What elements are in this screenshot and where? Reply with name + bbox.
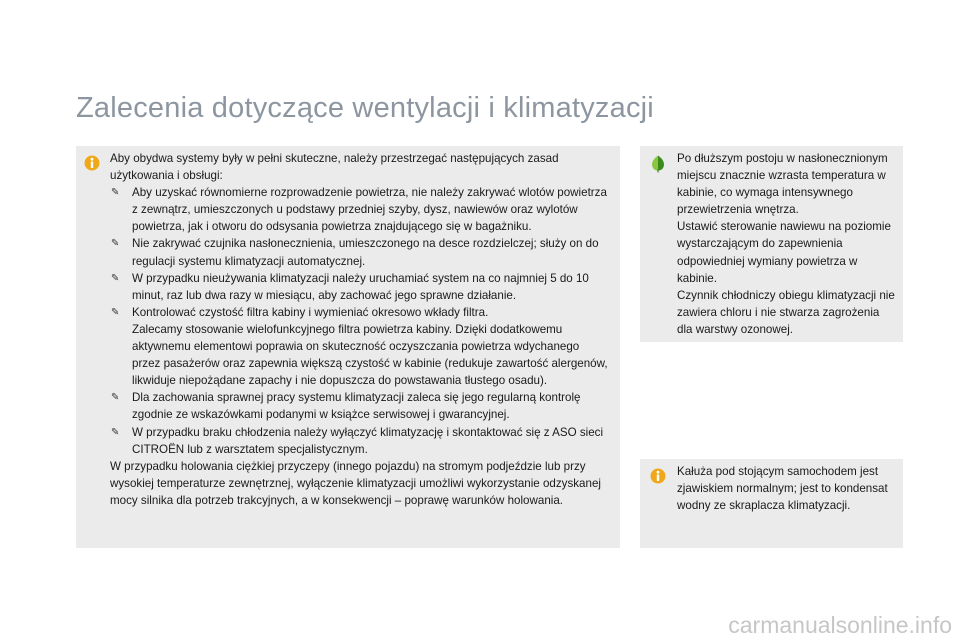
list-item-text: Nie zakrywać czujnika nasłonecznienia, umieszczonego na desce rozdzielczej; służy on do regulacji systemu klimatyzacji automatycznej. <box>132 237 599 268</box>
towing-note: W przypadku holowania ciężkiej przyczepy (innego pojazdu) na stromym podjeździe lub przy wysokiej temperaturze zewnętrznej, wyłączenie klimatyzacji umożliwi wykorzystanie odzyskanej mocy silnika dla potrzeb trakcyjnych, a w konsekwencji – poprawę warunków holowania. <box>110 459 601 507</box>
list-item <box>110 304 610 389</box>
leaf-icon <box>650 155 666 173</box>
eco-text-line: Po dłuższym postoju w nasłonecznionym miejscu znacznie wzrasta temperatura w kabinie, co wymaga intensywnego przewietrzenia wnętrza. <box>677 152 888 217</box>
list-item-text: Kontrolować czystość filtra kabiny i wymieniać okresowo wkłady filtra. <box>132 305 489 319</box>
list-item <box>110 424 610 458</box>
list-item <box>110 184 610 235</box>
pencil-bullet-icon: ✎ <box>111 392 120 404</box>
list-item-detail: Zalecamy stosowanie wielofunkcyjnego filtra powietrza kabiny. Dzięki dodatkowemu aktywnemu elementowi poprawia on skuteczność oczyszczania powietrza wdychanego przez pasażerów oraz zapewnia większą czystość w kabinie (redukuje zawartość alergenów, likwiduje niepożądane zapachy i nie dopuszcza do powstawania tłustego osadu). <box>132 322 608 388</box>
page-title: Zalecenia dotyczące wentylacji i klimatyzacji <box>76 92 654 124</box>
list-item-text: Aby uzyskać równomierne rozprowadzenie powietrza, nie należy zakrywać wlotów powietrza z zewnątrz, umieszczonych u podstawy przedniej szyby, dysz, nawiewów oraz wylotów powietrza, jak i otworu do odsysania powietrza znajdującego się w bagażniku. <box>132 186 607 234</box>
list-item <box>110 389 610 423</box>
eco-text-line: Ustawić sterowanie nawiewu na poziomie wystarczającym do zapewnienia odpowiedniej wymiany powietrza w kabinie. <box>677 220 891 285</box>
watermark: carmanualsonline.info <box>728 612 952 638</box>
recommendations-box <box>76 146 620 548</box>
pencil-bullet-icon: ✎ <box>111 238 120 250</box>
list-item-text: W przypadku nieużywania klimatyzacji należy uruchamiać system na co najmniej 5 do 10 minut, raz lub dwa razy w miesiącu, aby zachować jego sprawne działanie. <box>132 271 589 302</box>
eco-box <box>640 146 903 342</box>
pencil-bullet-icon: ✎ <box>111 426 120 438</box>
condensation-tip-box <box>640 459 903 548</box>
info-icon <box>84 155 100 171</box>
intro-text: Aby obydwa systemy były w pełni skuteczne, należy przestrzegać następujących zasad użytkowania i obsługi: <box>110 152 559 183</box>
info-icon <box>650 468 666 484</box>
list-item <box>110 235 610 269</box>
pencil-bullet-icon: ✎ <box>111 272 120 284</box>
pencil-bullet-icon: ✎ <box>111 306 120 318</box>
condensation-tip-text: Kałuża pod stojącym samochodem jest zjawiskiem normalnym; jest to kondensat wodny ze skraplacza klimatyzacji. <box>677 465 888 513</box>
list-item-text: Dla zachowania sprawnej pracy systemu klimatyzacji zaleca się jego regularną kontrolę zgodnie ze wskazówkami podanymi w książce serwisowej i gwarancyjnej. <box>132 391 581 422</box>
pencil-bullet-icon: ✎ <box>111 187 120 199</box>
eco-text-line: Czynnik chłodniczy obiegu klimatyzacji nie zawiera chloru i nie stwarza zagrożenia dla warstwy ozonowej. <box>677 288 895 336</box>
recommendations-list <box>110 184 610 458</box>
list-item-text: W przypadku braku chłodzenia należy wyłączyć klimatyzację i skontaktować się z ASO sieci CITROËN lub z warsztatem specjalistycznym. <box>132 425 604 456</box>
list-item <box>110 270 610 304</box>
